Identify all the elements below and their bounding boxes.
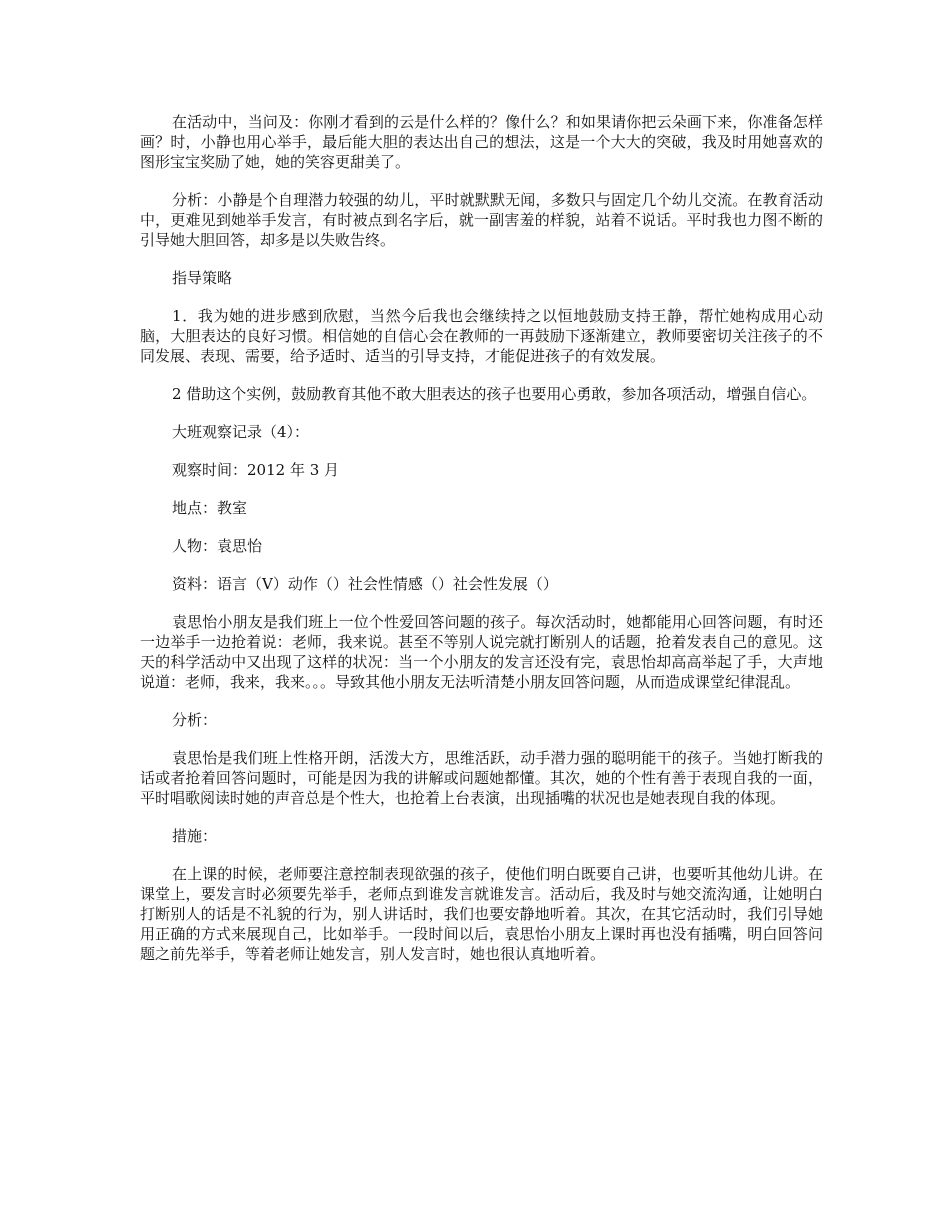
observation-categories: 资料：语言（V）动作（）社会性情感（）社会性发展（） [172, 575, 558, 593]
heading-analysis-2: 分析： [172, 711, 218, 729]
paragraph-strategy-1: 1．我为她的进步感到欣慰，当然今后我也会继续持之以恒地鼓励支持王静，帮忙她构成用心动脑，大胆表达的良好习惯。相信她的自信心会在教师的一再鼓励下逐渐建立，教师要密切关注孩子的不同发展、表现、需要，给予适时、适当的引导支持，才能促进孩子的有效发展。 [140, 307, 823, 365]
paragraph-activity-description: 在活动中，当问及：你刚才看到的云是什么样的？像什么？和如果请你把云朵画下来，你准备怎样画？时，小静也用心举手，最后能大胆的表达出自己的想法，这是一个大大的突破，我及时用她喜欢的图形宝宝奖励了她，她的笑容更甜美了。 [140, 113, 823, 171]
observation-time: 观察时间：2012 年 3 月 [172, 461, 340, 479]
paragraph-measures: 在上课的时候，老师要注意控制表现欲强的孩子，使他们明白既要自己讲，也要听其他幼儿讲。在课堂上，要发言时必须要先举手，老师点到谁发言就谁发言。活动后，我及时与她交流沟通，让她明白打断别人的话是不礼貌的行为，别人讲话时，我们也要安静地听着。其次，在其它活动时，我们引导她用正确的方式来展现自己，比如举手。一段时间以后，袁思怡小朋友上课时再也没有插嘴，明白回答问题之前先举手，等着老师让她发言，别人发言时，她也很认真地听着。 [140, 865, 823, 963]
paragraph-analysis-2: 袁思怡是我们班上性格开朗，活泼大方，思维活跃，动手潜力强的聪明能干的孩子。当她打断我的话或者抢着回答问题时，可能是因为我的讲解或问题她都懂。其次，她的个性有善于表现自我的一面，平时唱歌阅读时她的声音总是个性大，也抢着上台表演，出现插嘴的状况也是她表现自我的体现。 [140, 749, 823, 807]
observation-location: 地点：教室 [172, 499, 248, 517]
observation-person: 人物：袁思怡 [172, 537, 263, 555]
paragraph-observation-body: 袁思怡小朋友是我们班上一位个性爱回答问题的孩子。每次活动时，她都能用心回答问题，有时还一边举手一边抢着说：老师，我来说。甚至不等别人说完就打断别人的话题，抢着发表自己的意见。这天的科学活动中又出现了这样的状况：当一个小朋友的发言还没有完，袁思怡却高高举起了手，大声地说道：老师，我来，我来。。。导致其他小朋友无法听清楚小朋友回答问题，从而造成课堂纪律混乱。 [140, 613, 823, 691]
heading-measures: 措施： [172, 827, 218, 845]
heading-observation-record-4: 大班观察记录（4）： [172, 423, 310, 441]
paragraph-analysis-1: 分析：小静是个自理潜力较强的幼儿，平时就默默无闻，多数只与固定几个幼儿交流。在教育活动中，更难见到她举手发言，有时被点到名字后，就一副害羞的样貌，站着不说话。平时我也力图不断的引导她大胆回答，却多是以失败告终。 [140, 191, 823, 249]
paragraph-strategy-2: 2 借助这个实例，鼓励教育其他不敢大胆表达的孩子也要用心勇敢，参加各项活动，增强自信心。 [172, 385, 817, 403]
heading-guidance-strategy: 指导策略 [172, 269, 233, 287]
document-page [140, 112, 823, 982]
